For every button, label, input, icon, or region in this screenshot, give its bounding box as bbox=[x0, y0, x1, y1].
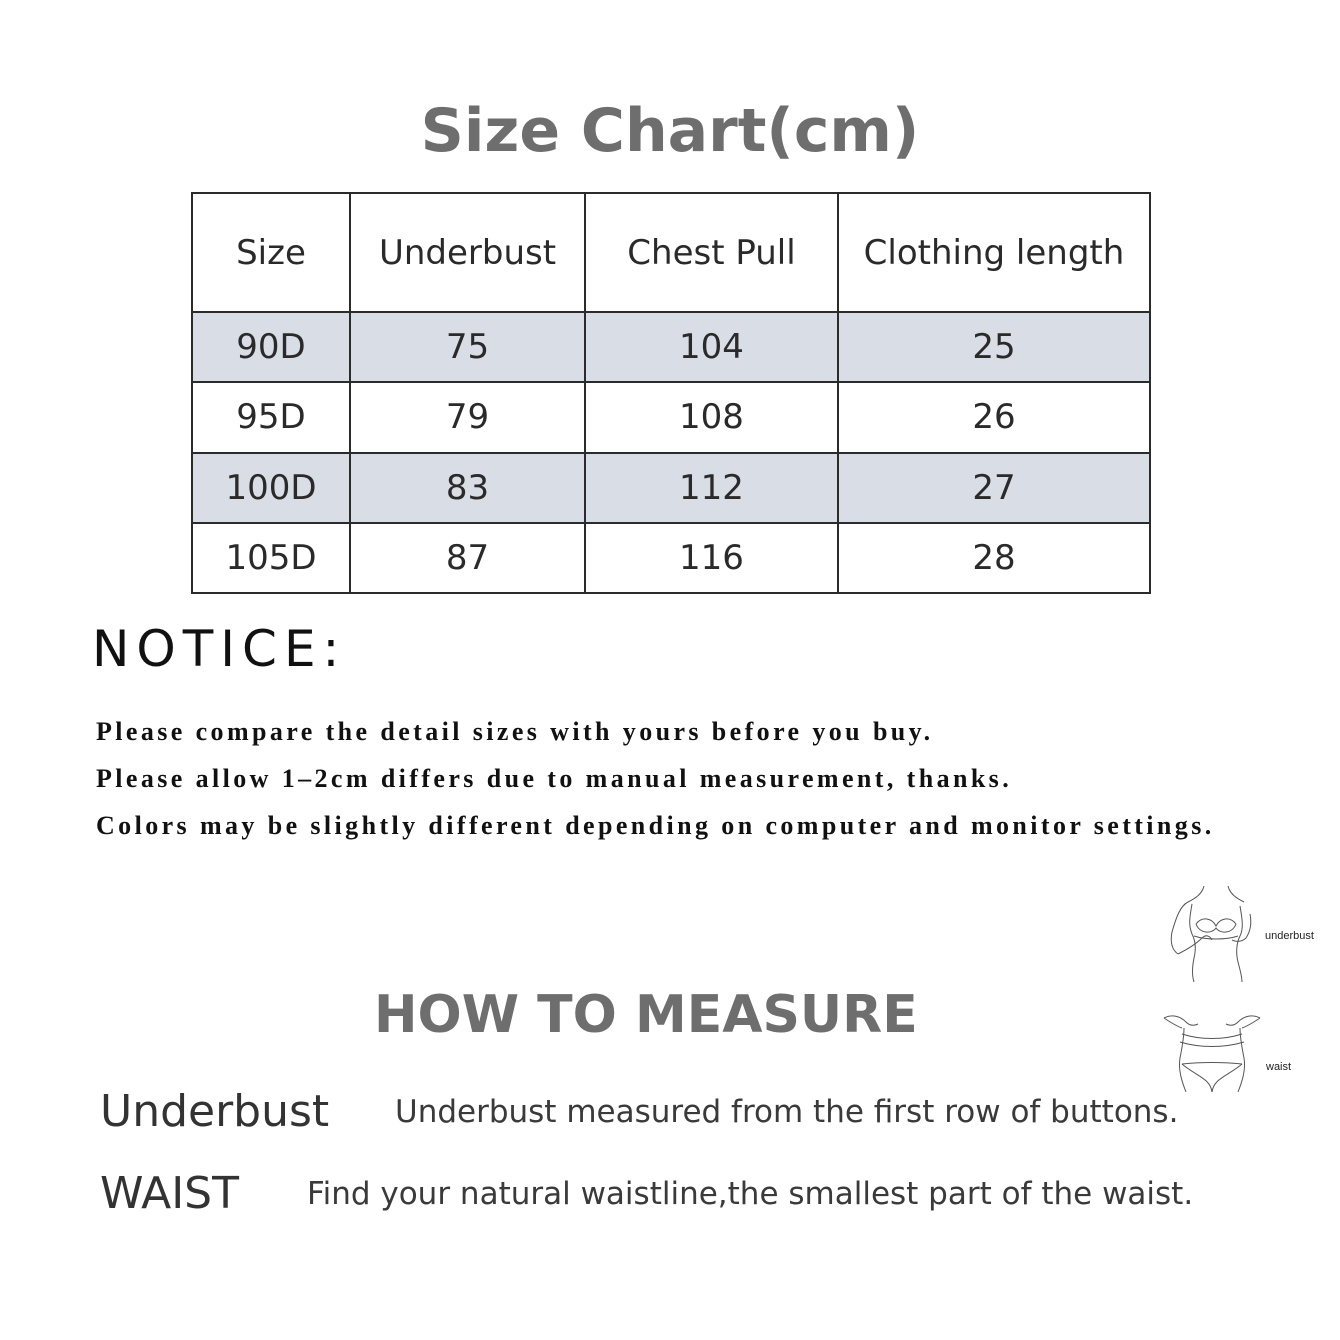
waist-figure-label: waist bbox=[1266, 1061, 1292, 1073]
measure-term: WAIST bbox=[100, 1168, 239, 1219]
header-size: Size bbox=[192, 193, 350, 312]
table-row bbox=[192, 523, 1150, 593]
waist-figure-illustration bbox=[1160, 1004, 1264, 1094]
header-underbust: Underbust bbox=[350, 193, 585, 312]
underbust-figure-illustration bbox=[1166, 884, 1266, 984]
measure-term: Underbust bbox=[100, 1086, 330, 1137]
cell-clothing-length: 27 bbox=[838, 453, 1150, 523]
notice-heading: NOTICE: bbox=[92, 620, 347, 678]
cell-chest-pull: 108 bbox=[585, 382, 838, 452]
cell-size: 90D bbox=[192, 312, 350, 382]
measure-description: Underbust measured from the first row of buttons. bbox=[395, 1094, 1179, 1130]
measure-description: Find your natural waistline,the smallest part of the waist. bbox=[307, 1176, 1194, 1212]
cell-underbust: 75 bbox=[350, 312, 585, 382]
cell-underbust: 83 bbox=[350, 453, 585, 523]
cell-chest-pull: 112 bbox=[585, 453, 838, 523]
notice-list bbox=[96, 712, 1215, 853]
table-row bbox=[192, 382, 1150, 452]
table-row bbox=[192, 453, 1150, 523]
cell-clothing-length: 26 bbox=[838, 382, 1150, 452]
cell-chest-pull: 116 bbox=[585, 523, 838, 593]
size-chart-title: Size Chart(cm) bbox=[420, 96, 920, 166]
table-header-row bbox=[192, 193, 1150, 312]
cell-clothing-length: 28 bbox=[838, 523, 1150, 593]
cell-size: 105D bbox=[192, 523, 350, 593]
cell-underbust: 79 bbox=[350, 382, 585, 452]
notice-line: Colors may be slightly different depending on computer and monitor settings. bbox=[96, 811, 1215, 840]
how-to-measure-title: HOW TO MEASURE bbox=[374, 985, 918, 1045]
underbust-figure-label: underbust bbox=[1265, 930, 1314, 942]
notice-line: Please compare the detail sizes with yours before you buy. bbox=[96, 717, 934, 746]
cell-clothing-length: 25 bbox=[838, 312, 1150, 382]
table-row bbox=[192, 312, 1150, 382]
cell-size: 95D bbox=[192, 382, 350, 452]
size-table bbox=[191, 192, 1151, 594]
notice-line: Please allow 1–2cm differs due to manual measurement, thanks. bbox=[96, 764, 1013, 793]
cell-chest-pull: 104 bbox=[585, 312, 838, 382]
header-clothing-length: Clothing length bbox=[838, 193, 1150, 312]
cell-size: 100D bbox=[192, 453, 350, 523]
header-chest-pull: Chest Pull bbox=[585, 193, 838, 312]
cell-underbust: 87 bbox=[350, 523, 585, 593]
